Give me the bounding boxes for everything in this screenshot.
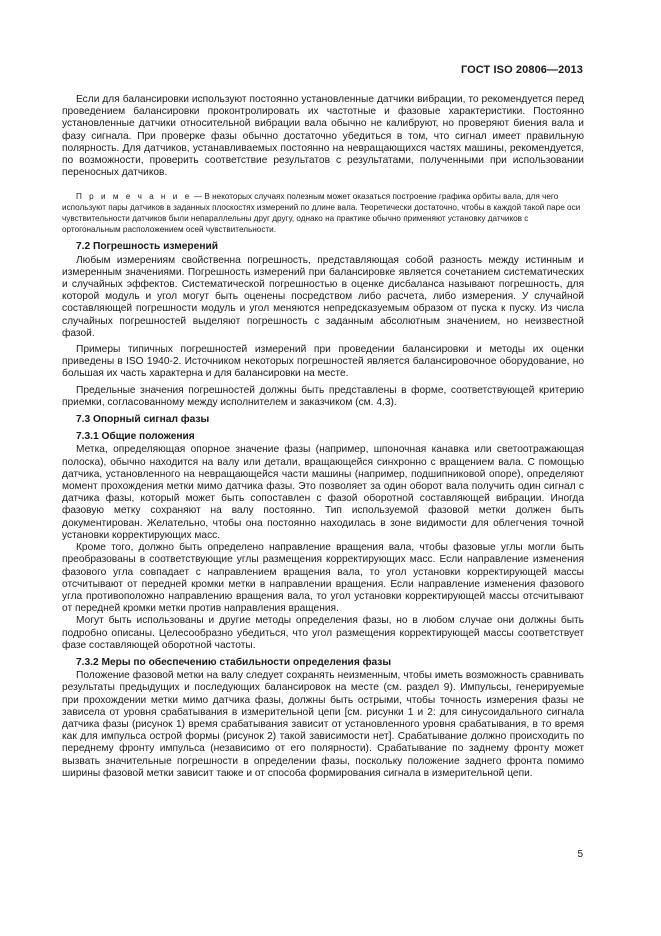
paragraph-error-limits: Предельные значения погрешностей должны быть представлены в форме, соответствующей критерию приемки, согласованному между исполнителем и заказчиком (см. 4.3).	[62, 384, 584, 408]
heading-7-3-2: 7.3.2 Меры по обеспечению стабильности определения фазы	[76, 656, 392, 668]
standard-designation: ГОСТ ISO 20806—2013	[460, 64, 583, 76]
heading-7-3-1: 7.3.1 Общие положения	[76, 431, 195, 443]
paragraph-rotation-direction: Кроме того, должно быть определено направление вращения вала, чтобы фазовые углы могли быть преобразованы в соответствующие углы размещения корректирующих масс. Если направление изменения фазового угла совпадает с направлением вращения вала, то угол установки корректирующей массы отсчитывают от передней кромки метки в направлении вращения. Если направление изменения фазового угла противоположно направлению вращения вала, то угол установки корректирующей массы отсчитывают от передней кромки метки против направления вращения.	[62, 542, 584, 615]
paragraph-phase-stability: Положение фазовой метки на валу следует сохранять неизменным, чтобы иметь возможность сравнивать результаты предыдущих и последующих балансировок на месте (см. раздел 9). Импульсы, генерируемые при прохождении метки мимо датчика фазы, должны быть острыми, чтобы точность измерения фазы не зависела от уровня срабатывания в измерительной цепи [см. рисунки 1 и 2: для синусоидального сигнала датчика фазы (рисунок 1) время срабатывания зависит от установленного уровня срабатывания, в то время как для импульса острой формы (рисунок 2) такой зависимости нет]. Срабатывание должно происходить по переднему фронту импульса (независимо от его полярности). Срабатывание по заднему фронту может вызвать значительные погрешности в определении фазы, поскольку положение заднего фронта помимо ширины фазовой метки зависит также и от способа формирования сигнала в измерительной цепи.	[62, 670, 584, 779]
note	[62, 191, 584, 235]
document-body	[62, 94, 584, 780]
note-text: — В некоторых случаях полезным может оказаться построение графика орбиты вала, для чего используют пары датчиков в заданных плоскостях измерений по длине вала. Теоретически достаточно, чтобы в каждой такой паре оси чувствительности датчиков были непараллельны друг другу, однако на практике обычно применяют установку датчиков с ортогональным расположением осей чувствительности.	[62, 192, 581, 235]
heading-7-2: 7.2 Погрешность измерений	[76, 241, 218, 253]
heading-7-3: 7.3 Опорный сигнал фазы	[76, 414, 210, 426]
paragraph-other-methods: Могут быть использованы и другие методы определения фазы, но в любом случае они должны быть подробно описаны. Целесообразно убедиться, что угол размещения корректирующей массы соответствует фазе составляющей оборотной частоты.	[62, 615, 584, 651]
paragraph-error-examples: Примеры типичных погрешностей измерений при проведении балансировки и методы их оценки приведены в ISO 1940-2. Источником некоторых погрешностей является балансировочное оборудование, но большая их часть характерна и для балансировки на месте.	[62, 344, 584, 380]
paragraph-errors: Любым измерениям свойственна погрешность, представляющая собой разность между истинным и измеренным значениями. Погрешность измерений при балансировке является сочетанием систематических и случайных эффектов. Систематической погрешностью в оценке дисбаланса называют погрешность, для которой модуль и угол могут быть оценены посредством либо расчета, либо измерения. У случайной составляющей погрешности модуль и угол меняются непредсказуемым образом от пуска к пуску. Из числа случайных погрешностей выделяют погрешность с заданным абсолютным значением, но неизвестной фазой.	[62, 254, 584, 339]
paragraph-phase-mark: Метка, определяющая опорное значение фазы (например, шпоночная канавка или светоотражающая полоска), обычно находится на валу или детали, вращающейся синхронно с вращением вала. С помощью датчика, установленного на невращающейся части машины (например, подшипниковой опоре), определяют момент прохождения метки мимо датчика фазы. Это позволяет за один оборот вала получить один сигнал с датчика фазы, который может быть сопоставлен с фазой оборотной составляющей вибрации. Иногда фазовую метку сохраняют на валу постоянно. Тип используемой фазовой метки должен быть документирован. Желательно, чтобы она постоянно находилась в зоне видимости для облегчения точной установки корректирующих масс.	[62, 444, 584, 541]
paragraph-sensors: Если для балансировки используют постоянно установленные датчики вибрации, то рекомендуется перед проведением балансировки проконтролировать их частотные и фазовые характеристики. Постоянно установленные датчики относительной вибрации вала обычно не калибруют, но проверяют биения вала и фазу сигнала. При проверке фазы обычно достаточно убедиться в том, что сигнал имеет правильную полярность. Для датчиков, устанавливаемых постоянно на невращающихся частях машины, рекомендуется, по возможности, проверить соответствие результатов с результатами, полученными при использовании переносных датчиков.	[62, 94, 584, 179]
page-number: 5	[577, 849, 583, 860]
note-label: П р и м е ч а н и е	[76, 192, 192, 202]
